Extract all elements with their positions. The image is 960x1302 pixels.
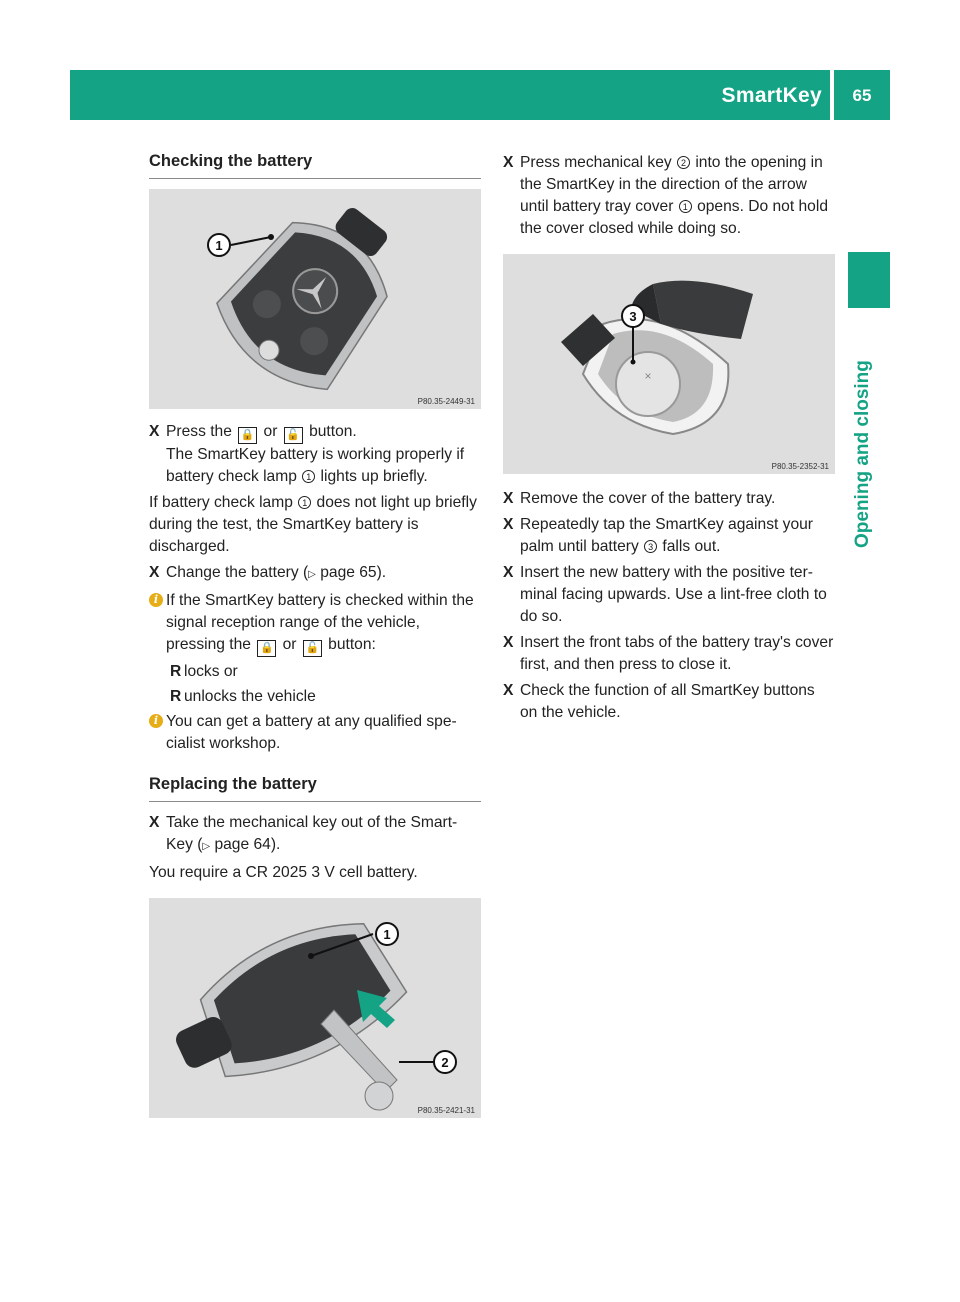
paragraph-battery-type: You require a CR 2025 3 V cell battery.	[149, 864, 418, 881]
step-arrow-icon: X	[503, 490, 514, 507]
figure-callout-2: 2	[441, 1055, 449, 1070]
step-remove-cover: X Remove the cover of the battery tray.	[503, 488, 835, 510]
figure-battery-tray	[503, 254, 835, 474]
unlock-icon: 🔓	[303, 640, 322, 657]
smartkey-lamp-illustration	[149, 189, 481, 409]
side-tab-marker	[848, 252, 890, 308]
paragraph-lamp-not-lit: If battery check lamp 1 does not light up briefly during the test, the SmartKey battery is discharged.	[149, 494, 477, 555]
step-arrow-icon: X	[503, 634, 514, 651]
step-arrow-icon: X	[149, 423, 160, 440]
info-icon: i	[149, 593, 163, 607]
page-ref-link[interactable]: page 65).	[320, 564, 387, 581]
left-column	[149, 150, 481, 1130]
unlock-icon: 🔓	[284, 427, 303, 444]
bullet-item: R locks or	[149, 661, 481, 683]
callout-3-icon: 3	[644, 540, 657, 553]
svg-text:×: ×	[644, 369, 652, 383]
header-bar	[70, 70, 830, 120]
bullet-icon: R	[170, 663, 182, 680]
page-number: 65	[852, 86, 872, 105]
step-arrow-icon: X	[149, 814, 160, 831]
step-arrow-icon: X	[503, 154, 514, 171]
right-column	[503, 152, 835, 728]
figure-callout-1: 1	[215, 238, 223, 253]
step-arrow-icon: X	[503, 682, 514, 699]
note-reception-range: i If the SmartKey battery is checked within the signal reception range of the vehicle, pressing the 🔒 or 🔓 button:	[149, 590, 481, 657]
info-icon: i	[149, 714, 163, 728]
bullet-item: R unlocks the vehicle	[149, 686, 481, 708]
battery-tray-illustration	[503, 254, 835, 474]
step-press-lock-button: X Press the 🔒 or 🔓 button. The SmartKey battery is working properly if battery check lamp 1 lights up briefly.	[149, 423, 465, 485]
figure-code: P80.35-2449-31	[417, 397, 475, 406]
page-ref-link[interactable]: page 64).	[214, 836, 281, 853]
mechanical-key-illustration	[149, 898, 481, 1118]
step-change-battery: X Change the battery (▷ page 65).	[149, 562, 481, 586]
section-title-checking-battery: Checking the battery	[149, 150, 481, 179]
step-insert-cover: X Insert the front tabs of the battery tray's cover first, and then press to close it.	[503, 634, 834, 673]
figure-smartkey-lamp	[149, 189, 481, 409]
step-remove-mechanical-key: X Take the mechanical key out of the Smart-Key (▷ page 64).	[149, 814, 458, 853]
callout-2-icon: 2	[677, 156, 690, 169]
step-tap-smartkey: X Repeatedly tap the SmartKey against your palm until battery 3 falls out.	[503, 516, 813, 555]
callout-1-icon: 1	[679, 200, 692, 213]
step-check-function: X Check the function of all SmartKey buttons on the vehicle.	[503, 682, 815, 721]
step-arrow-icon: X	[503, 516, 514, 533]
page-ref-icon: ▷	[202, 841, 211, 852]
callout-1-icon: 1	[302, 470, 315, 483]
section-title-replacing-battery: Replacing the battery	[149, 773, 481, 802]
bullet-icon: R	[170, 688, 182, 705]
callout-1-icon: 1	[298, 496, 311, 509]
figure-mechanical-key	[149, 898, 481, 1118]
page-ref-icon: ▷	[308, 569, 316, 580]
lock-icon: 🔒	[238, 427, 257, 444]
lock-icon: 🔒	[257, 640, 276, 657]
figure-callout-1: 1	[383, 927, 391, 942]
figure-callout-3: 3	[629, 309, 637, 324]
figure-code: P80.35-2421-31	[417, 1106, 475, 1115]
step-arrow-icon: X	[503, 564, 514, 581]
step-insert-battery: X Insert the new battery with the positive ter-minal facing upwards. Use a lint-free cloth to do so.	[503, 564, 827, 625]
figure-code: P80.35-2352-31	[771, 462, 829, 471]
step-press-mechanical-key: X Press mechanical key 2 into the opening in the SmartKey in the direction of the arrow until battery tray cover 1 opens. Do not hold the cover closed while doing so.	[503, 154, 828, 237]
header-title: SmartKey	[721, 84, 822, 107]
step-arrow-icon: X	[149, 564, 160, 581]
section-side-label: Opening and closing	[852, 360, 873, 548]
note-battery-workshop: i You can get a battery at any qualified spe-cialist workshop.	[149, 711, 481, 755]
